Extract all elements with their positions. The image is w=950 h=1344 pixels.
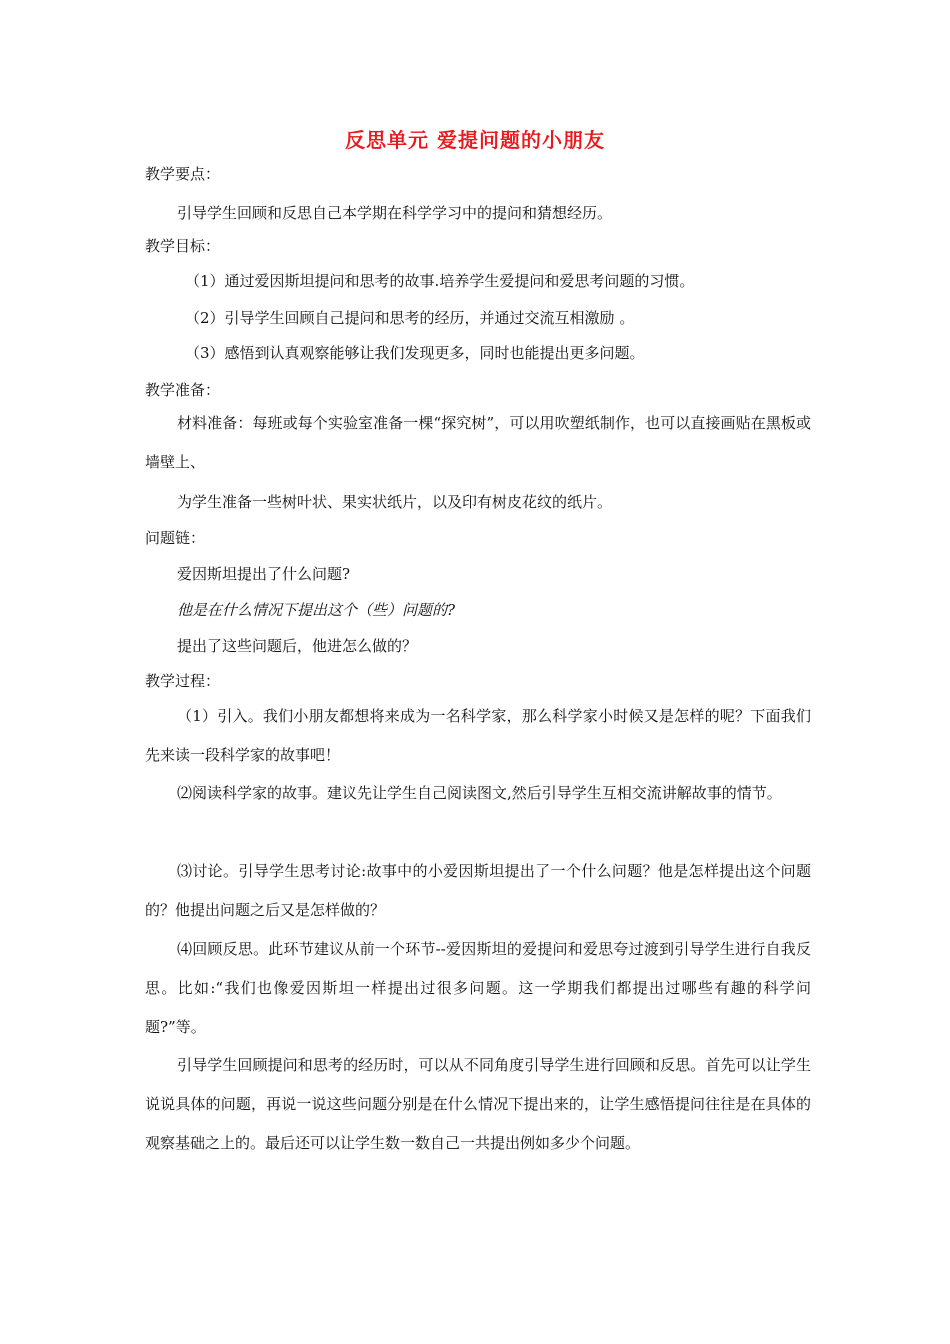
question-chain-heading: 问题链： bbox=[145, 529, 206, 547]
process-step-4: ⑷回顾反思。此环节建议从前一个环节--爱因斯坦的爱提问和爱思夸过渡到引导学生进行自我反思。比如:“我们也像爱因斯坦一样提出过很多问题。这一学期我们都提出过哪些有趣的科学问题?”等。 bbox=[145, 940, 811, 1036]
process-heading: 教学过程： bbox=[145, 672, 221, 690]
prep-paragraph-1: 材料准备：每班或每个实验室准备一棵“探究树”，可以用吹塑纸制作，也可以直接画贴在黑板或墙壁上、 bbox=[145, 414, 811, 471]
goals-heading: 教学目标： bbox=[145, 237, 221, 255]
goal-item-2: （2）引导学生回顾自己提问和思考的经历，并通过交流互相激励 。 bbox=[185, 309, 635, 327]
question-chain-item-3: 提出了这些问题后，他进怎么做的？ bbox=[177, 637, 418, 655]
process-step-2: ⑵阅读科学家的故事。建议先让学生自己阅读图文,然后引导学生互相交流讲解故事的情节。 bbox=[177, 784, 782, 802]
question-chain-item-2: 他是在什么情况下提出这个（些）问题的? bbox=[177, 601, 456, 619]
prep-heading: 教学准备： bbox=[145, 381, 221, 399]
process-step-1: （1）引入。我们小朋友都想将来成为一名科学家，那么科学家小时候又是怎样的呢？下面我们先来读一段科学家的故事吧！ bbox=[145, 707, 811, 764]
process-step-3: ⑶讨论。引导学生思考讨论:故事中的小爱因斯坦提出了一个什么问题？他是怎样提出这个问题的？他提出问题之后又是怎样做的？ bbox=[145, 862, 811, 919]
prep-paragraph-2: 为学生准备一些树叶状、果实状纸片，以及印有树皮花纹的纸片。 bbox=[177, 493, 613, 511]
key-points-text: 引导学生回顾和反思自己本学期在科学学习中的提问和猜想经历。 bbox=[177, 204, 613, 222]
goal-item-3: （3）感悟到认真观察能够让我们发现更多，同时也能提出更多问题。 bbox=[185, 344, 645, 362]
question-chain-item-1: 爱因斯坦提出了什么问题? bbox=[177, 565, 351, 583]
process-closing-paragraph: 引导学生回顾提问和思考的经历时，可以从不同角度引导学生进行回顾和反思。首先可以让学生说说具体的问题，再说一说这些问题分别是在什么情况下提出来的，让学生感悟提问往往是在具体的观察基础之上的。最后还可以让学生数一数自己一共提出例如多少个问题。 bbox=[145, 1056, 811, 1152]
key-points-heading: 教学要点： bbox=[145, 165, 221, 183]
goal-item-1: （1）通过爱因斯坦提问和思考的故事.培养学生爱提问和爱思考问题的习惯。 bbox=[185, 272, 695, 290]
document-title: 反思单元 爱提问题的小朋友 bbox=[345, 128, 605, 152]
